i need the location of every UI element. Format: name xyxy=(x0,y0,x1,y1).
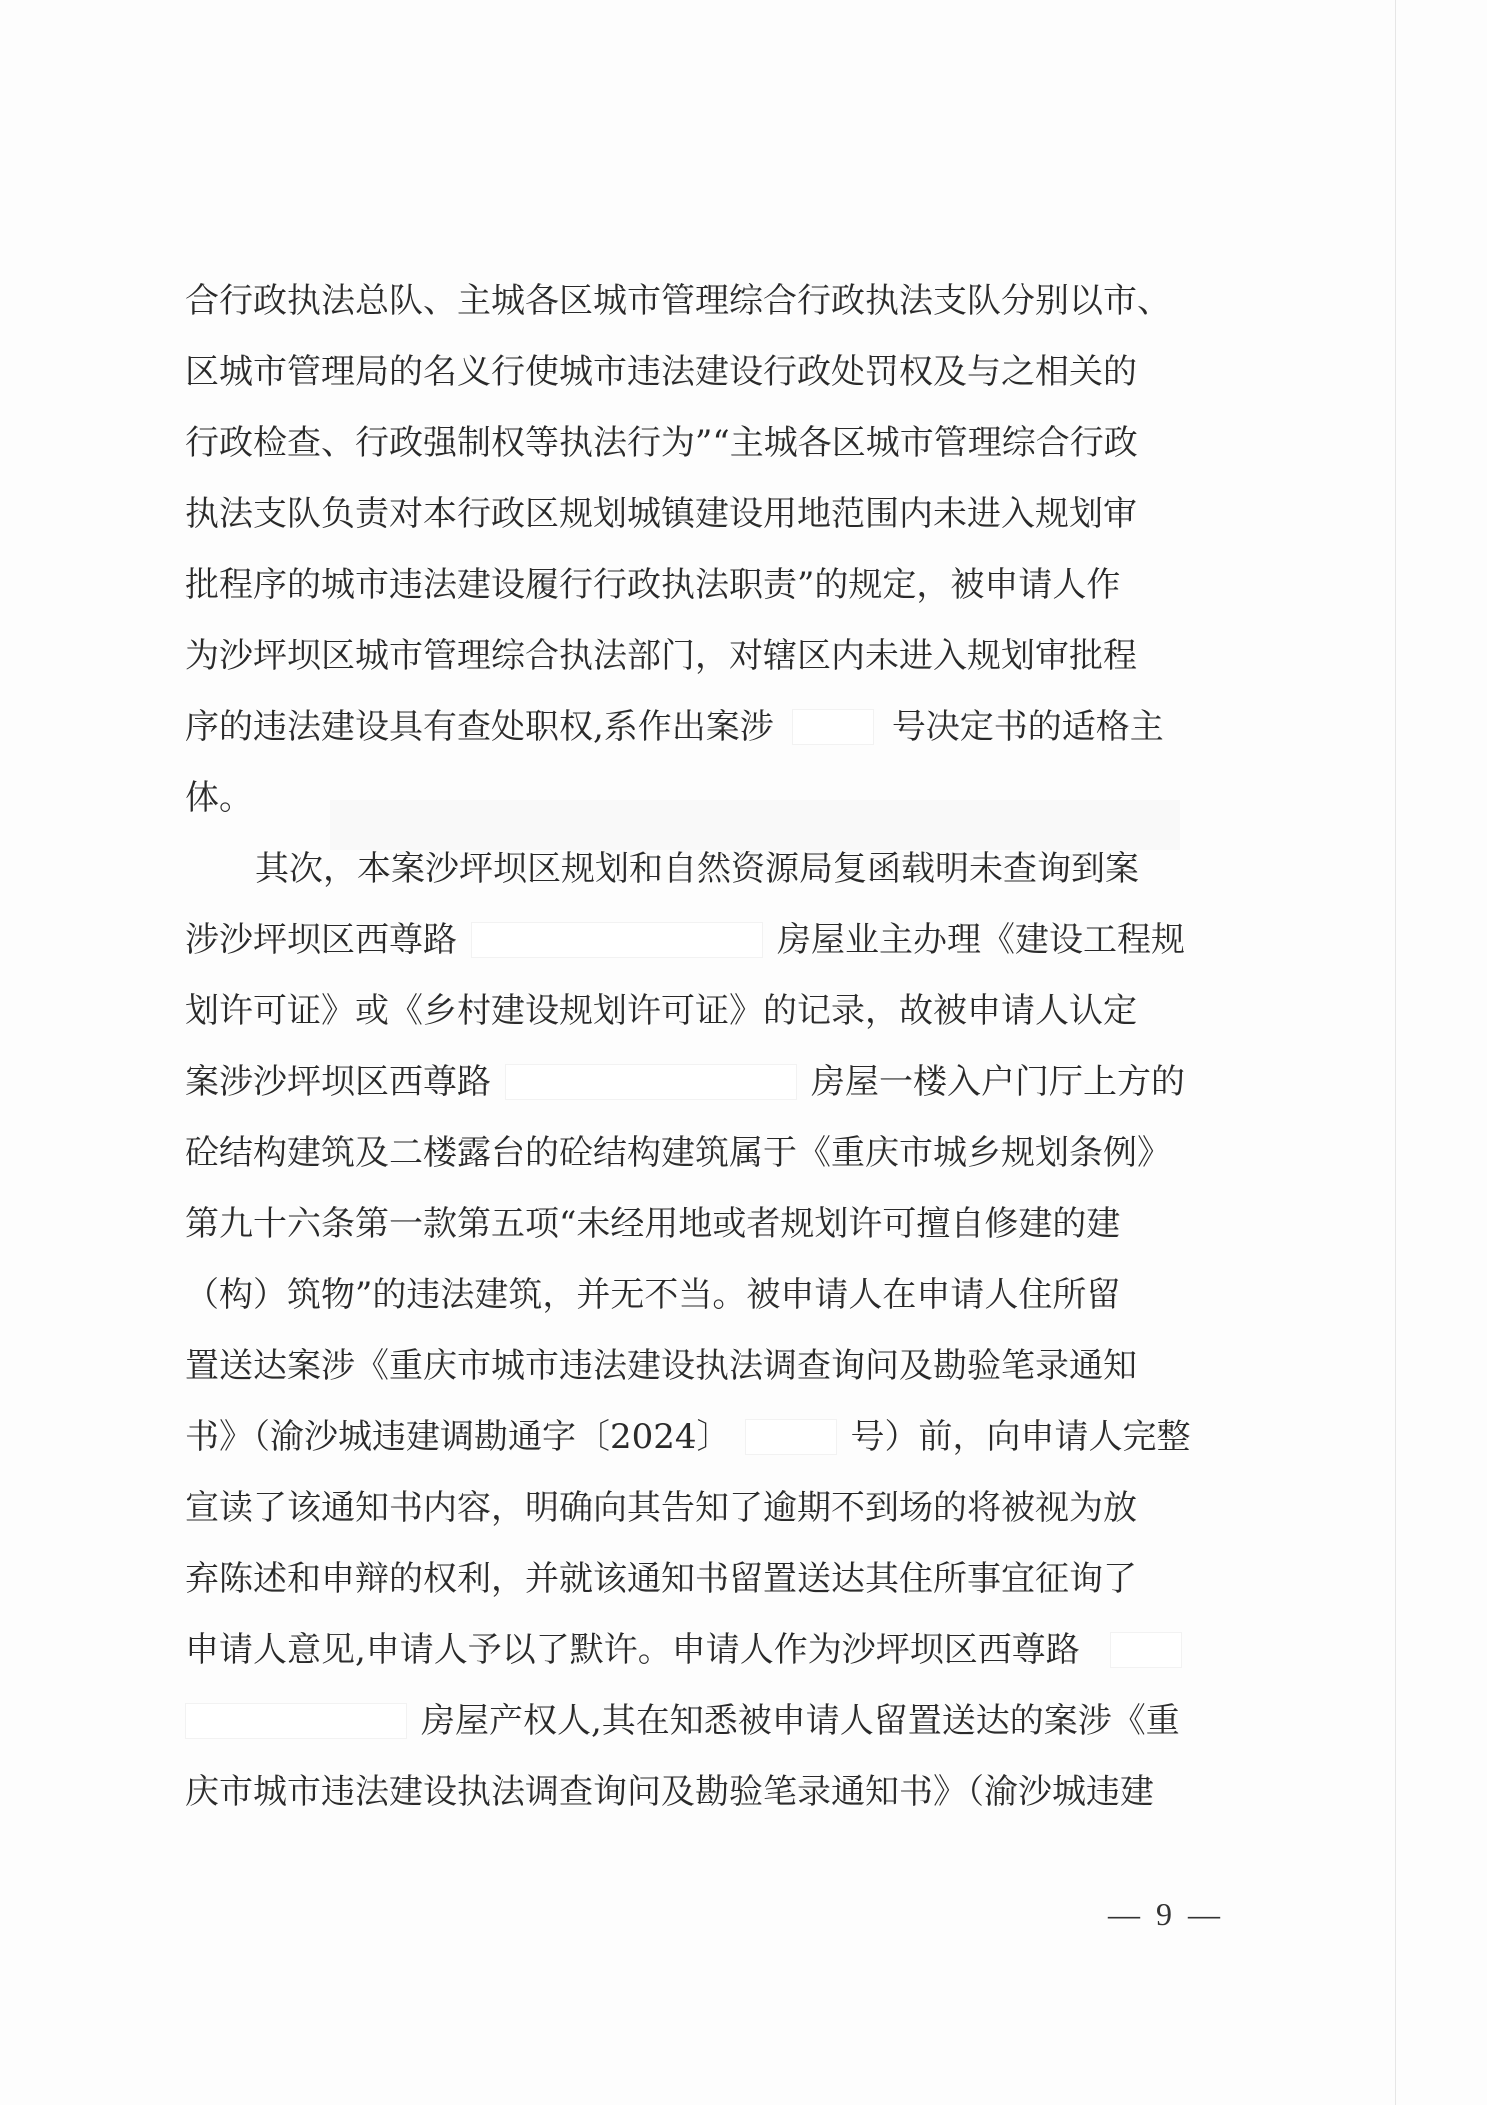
page-number: — 9 — xyxy=(1108,1896,1224,1932)
body-text xyxy=(185,283,1290,1845)
redaction-box xyxy=(471,922,763,958)
text-line-8: 体。 xyxy=(185,778,253,818)
text-line-10: 涉沙坪坝区西尊路 房屋业主办理《建设工程规 xyxy=(185,920,1185,960)
text-line-14: 第九十六条第一款第五项“未经用地或者规划许可擅自修建的建 xyxy=(185,1204,1121,1244)
text-line-7: 序的违法建设具有查处职权,系作出案涉 号决定书的适格主 xyxy=(185,707,1164,747)
text-line-12: 案涉沙坪坝区西尊路 房屋一楼入户门厅上方的 xyxy=(185,1062,1185,1102)
text-line-9: 其次，本案沙坪坝区规划和自然资源局复函载明未查询到案 xyxy=(255,849,1139,889)
text-line-18: 宣读了该通知书内容，明确向其告知了逾期不到场的将被视为放 xyxy=(185,1488,1137,1528)
text-line-2: 区城市管理局的名义行使城市违法建设行政处罚权及与之相关的 xyxy=(185,352,1137,392)
scan-edge xyxy=(1395,0,1396,2105)
text-line-4: 执法支队负责对本行政区规划城镇建设用地范围内未进入规划审 xyxy=(185,494,1137,534)
text-line-17: 书》（渝沙城违建调勘通字〔2024〕 号）前，向申请人完整 xyxy=(185,1417,1191,1457)
redaction-box xyxy=(792,709,874,745)
text-line-16: 置送达案涉《重庆市城市违法建设执法调查询问及勘验笔录通知 xyxy=(185,1346,1137,1386)
text-line-3: 行政检查、行政强制权等执法行为”“主城各区城市管理综合行政 xyxy=(185,423,1138,463)
redaction-box xyxy=(745,1419,837,1455)
text-line-19: 弃陈述和申辩的权利，并就该通知书留置送达其住所事宜征询了 xyxy=(185,1559,1137,1599)
text-line-1: 合行政执法总队、主城各区城市管理综合行政执法支队分别以市、 xyxy=(185,281,1171,321)
text-line-22: 庆市城市违法建设执法调查询问及勘验笔录通知书》（渝沙城违建 xyxy=(185,1772,1154,1812)
text-line-13: 砼结构建筑及二楼露台的砼结构建筑属于《重庆市城乡规划条例》 xyxy=(185,1133,1171,1173)
text-line-21: 房屋产权人,其在知悉被申请人留置送达的案涉《重 xyxy=(185,1703,1290,1739)
redaction-box xyxy=(185,1703,407,1739)
text-line-6: 为沙坪坝区城市管理综合执法部门，对辖区内未进入规划审批程 xyxy=(185,636,1137,676)
text-line-5: 批程序的城市违法建设履行行政执法职责”的规定，被申请人作 xyxy=(185,565,1121,605)
redaction-box xyxy=(1110,1632,1182,1668)
redaction-box xyxy=(505,1064,797,1100)
text-line-15: （构）筑物”的违法建筑，并无不当。被申请人在申请人住所留 xyxy=(185,1275,1121,1315)
text-line-11: 划许可证》或《乡村建设规划许可证》的记录，故被申请人认定 xyxy=(185,991,1137,1031)
text-line-20: 申请人意见,申请人予以了默许。申请人作为沙坪坝区西尊路 xyxy=(185,1632,1290,1668)
